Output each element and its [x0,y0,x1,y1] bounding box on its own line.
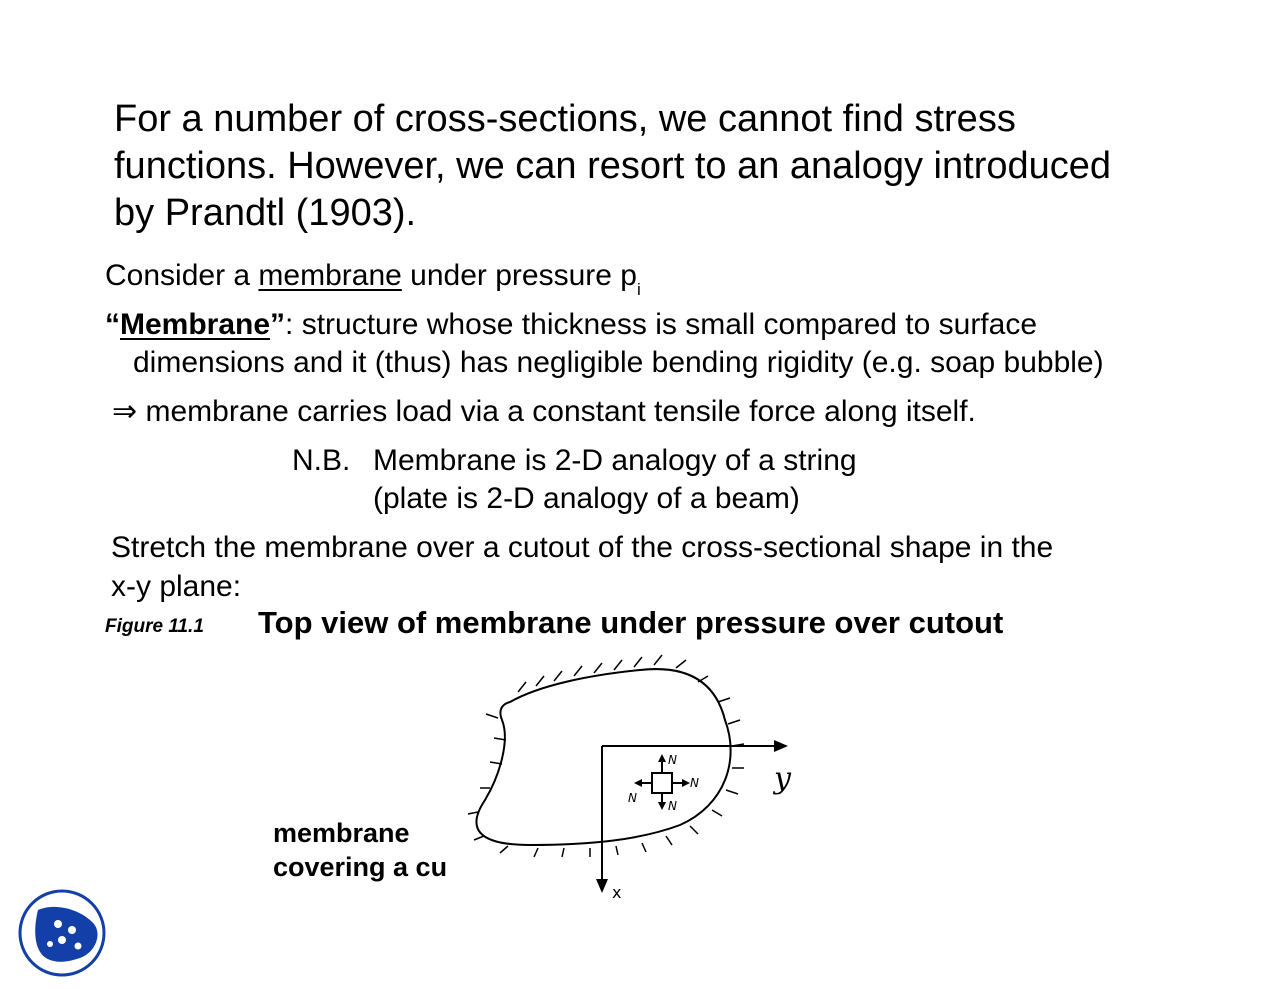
close-quote: ” [270,308,286,341]
membrane-element [652,773,672,793]
y-axis-arrowhead [774,740,788,752]
intro-line-1: For a number of cross-sections, we cannot find stress [114,98,1016,140]
definition-continuation: dimensions and it (thus) has negligible bending rigidity (e.g. soap bubble) [133,346,1104,379]
intro-line-2: functions. However, we can resort to an analogy introduced [114,145,1112,187]
cutout-outline [476,669,730,845]
x-axis-label: x [612,883,622,902]
implication-line [112,394,976,430]
consider-middle: under pressure p [401,259,637,292]
force-label-top: N [668,753,677,767]
open-quote: “ [105,308,120,341]
consider-prefix: Consider a [105,259,259,292]
membrane-diagram [440,640,820,915]
intro-paragraph [114,96,1111,237]
implies-arrow: ⇒ [112,395,138,428]
implication-text: membrane carries load via a constant tensile force along itself. [137,395,976,428]
stretch-line-1: Stretch the membrane over a cutout of the cross-sectional shape in the [111,531,1054,564]
intro-line-3: by Prandtl (1903). [114,192,417,234]
membrane-term: Membrane [120,308,271,341]
pressure-subscript: i [636,280,641,299]
boundary-hatching [468,655,744,857]
consider-line [105,258,641,298]
figure-title: Top view of membrane under pressure over cutout [258,605,1004,640]
nb-label: N.B. [292,444,351,477]
x-axis-arrowhead [596,879,608,893]
force-label-bottom: N [668,799,677,813]
y-axis-label: y [774,761,791,796]
caption-line-2: covering a cu [273,852,448,882]
logo-icon [16,888,108,978]
stretch-line-2: x-y plane: [111,570,242,603]
force-label-right: N [690,776,699,790]
caption-line-1: membrane [273,818,410,848]
definition-text: : structure whose thickness is small compared to surface [285,308,1038,341]
figure-label: Figure 11.1 [105,616,204,637]
force-label-left: N [628,791,637,805]
nb-line-1: Membrane is 2-D analogy of a string [373,444,857,477]
definition-line [105,307,1037,343]
membrane-underlined: membrane [258,259,402,292]
nb-line-2: (plate is 2-D analogy of a beam) [373,482,800,515]
figure-caption [273,816,453,884]
